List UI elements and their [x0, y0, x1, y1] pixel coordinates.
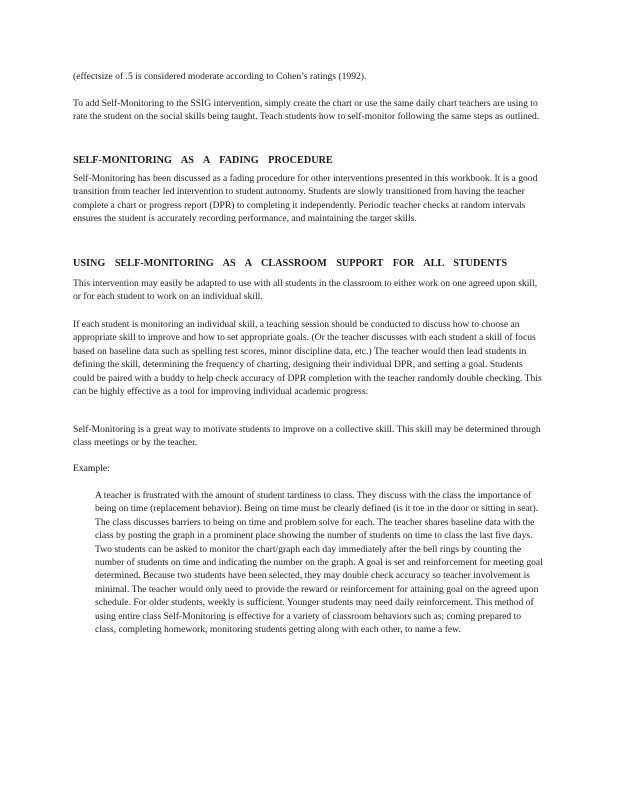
- heading-fading-procedure: SELF-MONITORING AS A FADING PROCEDURE: [73, 155, 333, 166]
- heading-classroom-support: USING SELF-MONITORING AS A CLASSROOM SUPPORT FOR ALL STUDENTS: [73, 258, 507, 269]
- paragraph-collective-skill: Self-Monitoring is a great way to motivate students to improve on a collective skill. This skill may be determined through class meetings or by the teacher.: [73, 424, 541, 449]
- example-text: A teacher is frustrated with the amount of student tardiness to class. They discuss with the class the importance of being on time (replacement behavior). Being on time must be clearly defined (is it toe in the door or sitting in seat). The class discusses barriers to being on time and problem solve for each. The teacher shares baseline data with the class by posting the graph in a prominent place showing the number of students on time to class the last five days. Two students can be asked to monitor the chart/graph each day immediately after the bell rings by counting the number of students on time and indicating the number on the graph. A goal is set and reinforcement for meeting goal determined. Because two students have been selected, they may double check accuracy so teacher involvement is minimal. The teacher would only need to provide the reward or reinforcement for attaining goal on the agreed upon schedule. For older students, weekly is sufficient. Younger students may need daily reinforcement. This method of using entire class Self-Monitoring is effective for a variety of classroom behaviors such as; coming prepared to class, completing homework, monitoring students getting along with each other, to name a few.: [95, 490, 543, 636]
- paragraph-individual-skill: If each student is monitoring an individual skill, a teaching session should be conducted to discuss how to choose an appropriate skill to improve and how to set appropriate goals. (Or the teacher discusses with each student a skill of focus based on baseline data such as spelling test scores, minor discipline data, etc.) The teacher would then lead students in defining the skill, determining the frequency of charting, designing their individual DPR, and setting a goal. Students could be paired with a buddy to help check accuracy of DPR completion with the teacher randomly double checking. This can be highly effective as a tool for improving individual academic progress.: [73, 319, 542, 398]
- paragraph-fading-procedure: Self-Monitoring has been discussed as a fading procedure for other interventions presented in this workbook. It is a good transition from teacher led intervention to student autonomy. Students are slowly transitioned from having the teacher complete a chart or progress report (DPR) to completing it independently. Periodic teacher checks at random intervals ensures the student is accurately recording performance, and maintaining the target skills.: [73, 173, 538, 225]
- intro-line: (effectsize of .5 is considered moderate according to Cohen’s ratings (1992).: [73, 71, 367, 82]
- example-label: Example:: [73, 463, 110, 474]
- paragraph-classroom-support: This intervention may easily be adapted to use with all students in the classroom to either work on one agreed upon skill, or for each student to work on an individual skill.: [73, 278, 538, 303]
- paragraph-add-self-monitoring: To add Self-Monitoring to the SSIG intervention, simply create the chart or use the same daily chart teachers are using to rate the student on the social skills being taught. Teach students how to self-monitor following the same steps as outlined.: [73, 98, 540, 123]
